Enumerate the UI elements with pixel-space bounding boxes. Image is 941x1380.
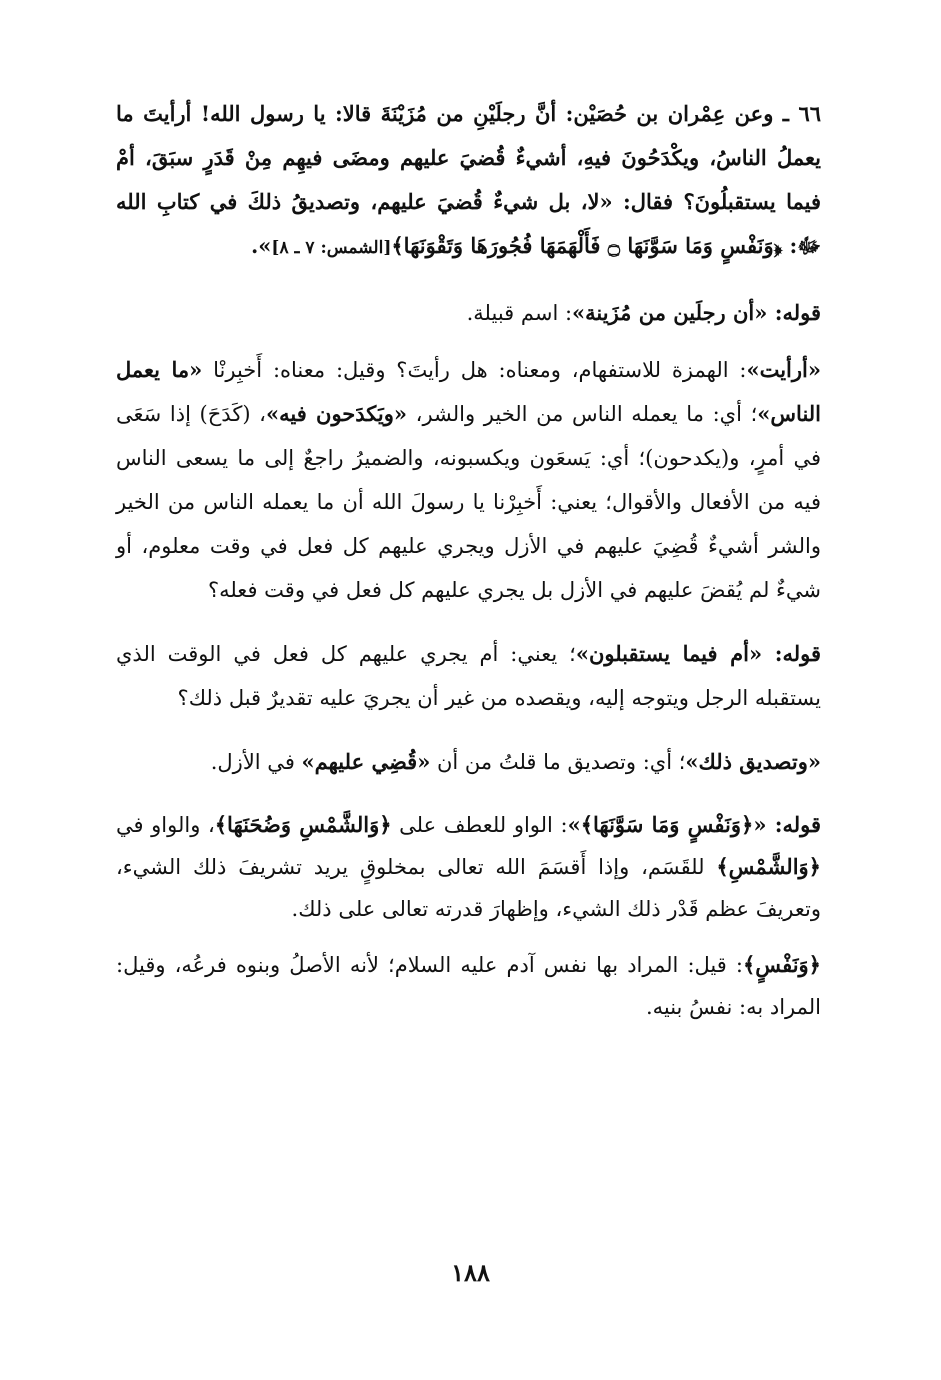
p6-text: : قيل: المراد بها نفس آدم عليه السلام؛ لأنه الأصلُ وبنوه فرعُه، وقيل: المراد به: نفسُ بنيه.	[116, 953, 821, 1019]
p3-text: ؛ يعني: أم يجري عليهم كل فعل في الوقت الذي يستقبله الرجل ويتوجه إليه، ويقصده من غير أن يجريَ عليه تقديرٌ قبل ذلك؟	[116, 642, 821, 710]
p2-label-3: «ويَكدَحون فيه»	[265, 401, 408, 426]
commentary-paragraph-3	[116, 632, 821, 720]
hadith-reference: [الشمس: ٧ ـ ٨]	[271, 238, 392, 258]
commentary-paragraph-6	[116, 944, 821, 1028]
p4-label-2: «قُضِي عليهم»	[301, 749, 431, 774]
p5-text-1: : الواو للعطف على	[391, 813, 568, 837]
p4-text-1: ؛ أي: وتصديق ما قلتُ من أن	[430, 750, 686, 774]
p5-label: قوله: «﴿وَنَفْسٍ وَمَا سَوَّنَهَا﴾»	[567, 812, 821, 837]
commentary-paragraph-1	[116, 292, 821, 334]
page-body	[116, 92, 821, 1042]
p4-label-1: «وتصديق ذلك»	[685, 749, 821, 774]
hadith-verse: ﴿وَنَفْسٍ وَمَا سَوَّنَهَا ۝ فَأَلْهَمَهَا فُجُورَهَا وَتَقْوَنَهَا﴾	[391, 233, 783, 258]
p5-text-3: للقَسَم، وإذا أَقسَمَ الله تعالى بمخلوقٍ يريد تشريفَ ذلك الشيء، وتعريفَ عظم قَدْر ذلك الشيء، وإظهارَ قدرته تعالى على ذلك.	[116, 855, 821, 921]
hadith-intro: ٦٦ ـ وعن عِمْران بن حُصَيْن: أنَّ رجلَيْنِ من مُزَيْنَةَ قالا: يا رسول الله! أرأيتَ ما يعملُ الناسُ، ويكْدَحُونَ فيهِ، أشيءٌ قُضيَ عليهم ومضَى فيهِم مِنْ قَدَرٍ سبَقَ، أمْ فيما يستقبلُونَ؟ فقال: «لا، بل شيءٌ قُضيَ عليهم، وتصديقُ ذلكَ في كتابِ الله ﷻ:	[116, 101, 821, 258]
commentary-paragraph-4	[116, 740, 821, 784]
p2-label-2: «ما يعمل الناس»	[116, 357, 822, 426]
p5-verse-2: ﴿وَالشَّمْسِ﴾	[716, 854, 821, 879]
hadith-paragraph	[116, 92, 821, 270]
p6-verse: ﴿وَنَفْسٍ﴾	[743, 952, 821, 977]
p4-text-2: في الأزل.	[210, 750, 302, 774]
p1-text: : اسم قبيلة.	[466, 301, 573, 325]
p2-text-2: ؛ أي: ما يعمله الناس من الخير والشر،	[407, 402, 758, 426]
p2-text-1: : الهمزة للاستفهام، ومعناه: هل رأيتَ؟ وقيل: معناه: أَخبِرنْا	[202, 358, 747, 382]
p1-label: قوله: «أن رجلَين من مُزَينة»	[572, 300, 821, 325]
p3-label: قوله: «أم فيما يستقبلون»	[575, 641, 821, 666]
p5-verse-1: ﴿وَالشَّمْسِ وَضُحَنَهَا﴾	[214, 812, 392, 837]
p2-text-3: ، (كَدَحَ) إذا سَعَى في أمرٍ، و(يكدحون)؛ أي: يَسعَون ويكسبونه، والضميرُ راجعٌ إلى ما يسعى الناس فيه من الأفعال والأقوال؛ يعني: أَخبِرْنا يا رسولَ الله أن ما يعمله الناس من الخير والشر أشيءٌ قُضِيَ عليهم في الأزل ويجري عليهم كل فعل في وقت معلوم، أو شيءٌ لم يُقضَ عليهم في الأزل بل يجري عليهم كل فعل في وقت فعله؟	[116, 402, 821, 602]
commentary-paragraph-2	[116, 348, 821, 612]
p5-text-2: ، والواو في	[116, 813, 215, 837]
page-number: ١٨٨	[451, 1258, 490, 1287]
commentary-paragraph-5	[116, 804, 821, 930]
p2-label-1: «أرأيت»	[746, 357, 821, 382]
hadith-end: ».	[250, 233, 272, 258]
